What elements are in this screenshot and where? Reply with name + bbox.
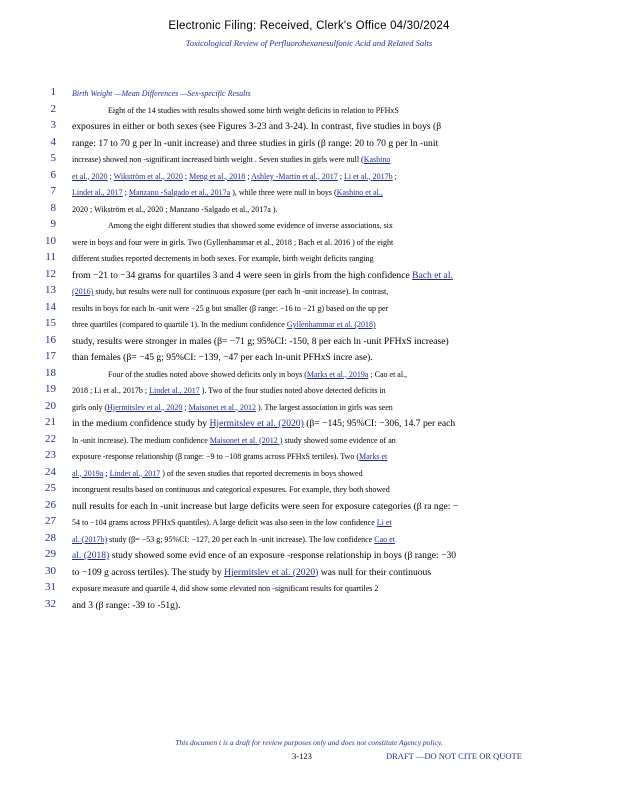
document-line	[0, 185, 618, 199]
text-run: study (β= −53 g; 95%CI: −127, 20 per each ln -unit increase). The low confidence	[107, 534, 375, 544]
line-text	[72, 417, 552, 431]
text-run: ;	[392, 171, 397, 181]
document-line	[0, 119, 618, 133]
line-text	[72, 203, 552, 217]
citation-link[interactable]: Hjermitslev et al. (2020)	[209, 418, 304, 429]
text-run: range: 17 to 70 g per ln -unit increase)	[72, 137, 222, 149]
text-run: Among the eight different studies that showed some evidence of inverse associations, six	[108, 221, 393, 230]
text-run: three quartiles (compared to quartile 1). In the medium confidence	[72, 320, 287, 329]
line-number: 3	[50, 119, 56, 131]
text-run: to −109 g across tertiles). The study by	[72, 566, 225, 578]
text-run: ln -unit increase). The medium confidence	[72, 435, 210, 445]
line-number: 11	[45, 251, 56, 263]
line-number: 10	[45, 234, 56, 247]
section-heading	[72, 87, 552, 101]
document-line	[0, 565, 618, 579]
text-run: than females (β= −45 g; 95%CI: −139, −47 per each	[72, 352, 276, 363]
citation-link[interactable]: al. (2018)	[72, 550, 110, 561]
line-number: 24	[45, 465, 56, 478]
line-text	[72, 516, 552, 530]
text-run: per	[375, 303, 389, 313]
document-line	[0, 202, 618, 216]
line-text	[72, 450, 552, 464]
line-number: 20	[45, 399, 56, 412]
line-text	[72, 599, 552, 613]
document-title-header: Toxicological Review of Perfluorohexanesulfonic Acid and Related Salts	[185, 38, 433, 48]
line-number: 25	[45, 482, 56, 494]
citation-link[interactable]: Hjermitslev et al. (2020)	[224, 566, 319, 578]
citation-link[interactable]: et al., 2020	[72, 171, 108, 181]
line-text	[72, 170, 552, 184]
text-run: null results for each ln -unit increase but large deficits were seen for exposure categories (β ra nge: −	[72, 500, 459, 512]
citation-link[interactable]: Lindet al., 2017	[109, 468, 161, 478]
text-run: In contrast, five studies in boys (β	[310, 121, 442, 132]
document-line	[0, 515, 618, 529]
text-run: ). Two of the four studies noted above detected deficits in	[199, 386, 386, 395]
line-number: 9	[50, 218, 56, 230]
line-number: 26	[45, 498, 56, 511]
text-run: 2018 ; Li et al., 2017b ;	[72, 386, 150, 395]
filing-header: Electronic Filing: Received, Clerk's Office 04/30/2024	[168, 20, 450, 32]
text-run: ;	[107, 171, 114, 181]
text-run: ;	[245, 171, 252, 181]
line-text	[108, 368, 552, 382]
footer-disclaimer: This documen t is a draft for review purposes only and does not constitute Agency policy.	[175, 738, 443, 747]
line-text	[72, 483, 552, 497]
line-text	[72, 335, 552, 349]
line-text	[108, 219, 552, 233]
line-text	[72, 351, 552, 365]
document-line	[0, 482, 618, 496]
line-text	[72, 500, 552, 514]
line-text	[72, 318, 552, 332]
line-number: 32	[45, 597, 56, 610]
text-run: was null for their continuous	[318, 566, 432, 578]
line-text	[72, 384, 552, 398]
document-line	[0, 235, 618, 249]
text-run: ;	[182, 171, 190, 181]
citation-link[interactable]: Lindet al., 2017	[72, 188, 123, 197]
text-run: ;	[103, 468, 110, 478]
document-line	[0, 334, 618, 348]
text-run: ). The largest association in girls was seen	[256, 402, 393, 412]
text-run: Eight of the 14 studies with results showed some birth weight deficits in relation to PFHxS	[108, 105, 399, 115]
document-line	[0, 103, 618, 117]
text-run: exposures in either or both sexes (see Figures 3-23 and 3-24).	[72, 121, 311, 132]
text-run: Birth Weight —Mean Differences —Sex-specific Results	[72, 89, 251, 98]
document-line	[0, 581, 618, 595]
document-line	[0, 532, 618, 546]
line-number: 27	[45, 515, 56, 527]
line-number: 12	[45, 267, 56, 280]
citation-link[interactable]: Manzano -Salgado et al., 2017a	[128, 188, 231, 197]
line-number: 30	[45, 564, 56, 577]
document-line	[0, 152, 618, 166]
text-run: 54 to −104 grams across PFHxS quantiles). A large deficit was also seen in the low confidence	[72, 518, 377, 527]
line-text	[72, 566, 552, 580]
citation-link[interactable]: Cao et	[374, 534, 395, 544]
document-line	[0, 548, 618, 562]
document-line	[0, 317, 618, 331]
line-text	[72, 549, 552, 563]
text-run: study showed some evid ence of an exposure -response relationship in boys (β range: −30	[109, 550, 457, 561]
citation-link[interactable]: Kashino et al.,	[336, 188, 383, 197]
text-run: were in boys and four were in girls. Two (Gyllenhammar et al., 2018 ; Bach et al. 2016 ) of the eight	[72, 237, 394, 247]
text-run: exposure measure and quartile 4, did show some elevated non -significant results for quartiles 2	[72, 584, 379, 593]
line-text	[72, 236, 552, 250]
document-line	[0, 400, 618, 414]
citation-link[interactable]: (2016)	[72, 287, 94, 296]
line-text	[72, 269, 552, 283]
document-line	[0, 433, 618, 447]
line-number: 4	[50, 135, 56, 148]
line-text	[72, 285, 552, 299]
line-number: 15	[45, 317, 56, 329]
line-number: 6	[50, 168, 56, 181]
line-number: 17	[45, 350, 56, 362]
text-run: ), while three were null in boys (	[230, 188, 337, 197]
line-number: 13	[45, 284, 56, 296]
document-line	[0, 301, 618, 315]
line-text	[108, 104, 552, 118]
text-run: −25 g but smaller (β range: −16 to −21 g) based on the up	[191, 303, 376, 313]
text-run: girls only (	[72, 402, 108, 412]
text-run: and three studies in girls (β range: 20 to 70 g per ln -unit	[221, 137, 439, 149]
text-run: (β= −145; 95%CI: −306, 14.7 per each	[303, 418, 456, 429]
line-number: 18	[45, 366, 56, 379]
citation-link[interactable]: Marks et al., 2019a	[306, 369, 369, 379]
citation-link[interactable]: Lindet al., 2017	[149, 386, 200, 395]
draft-label: DRAFT —DO NOT CITE OR QUOTE	[386, 751, 522, 761]
text-run: incongruent results based on continuous and categorical exposures. For example, they both showed	[72, 485, 390, 494]
text-run: ;	[182, 402, 189, 412]
line-number: 29	[45, 548, 56, 560]
citation-link[interactable]: Maisonet et al., 2012	[188, 402, 256, 412]
document-line	[0, 598, 618, 612]
text-run: ) of the seven studies that reported decrements in boys showed	[160, 468, 363, 478]
text-run: exposure -response relationship (β range: −9 to −108 grams across PFHxS tertiles). Two (	[72, 452, 359, 461]
citation-link[interactable]: Li et al., 2017b	[343, 171, 393, 181]
document-line	[0, 367, 618, 381]
citation-link[interactable]: Bach et al.	[412, 269, 453, 281]
line-text	[72, 467, 552, 481]
document-line	[0, 350, 618, 364]
document-line	[0, 268, 618, 282]
document-line	[0, 449, 618, 463]
line-number: 2	[50, 102, 56, 115]
document-line	[0, 416, 618, 430]
text-run: in the medium confidence study by	[72, 418, 210, 429]
line-text	[72, 252, 552, 266]
document-line	[0, 284, 618, 298]
line-text	[72, 401, 552, 415]
line-text	[72, 434, 552, 448]
citation-link[interactable]: Hjermitslev et al., 2020	[107, 402, 183, 412]
text-run: study showed some evidence of an	[282, 435, 396, 445]
citation-link[interactable]: Gyllenhammar et al. (2018)	[286, 320, 376, 329]
text-run: and 3 (β range: -39 to -51g).	[72, 599, 181, 611]
line-text	[72, 186, 552, 200]
text-run: grams for quartiles 3 and 4 were seen in girls from the high confidence	[137, 269, 413, 281]
line-number: 28	[45, 531, 56, 544]
citation-link[interactable]: Wikström et al., 2020	[113, 171, 183, 181]
line-text	[72, 302, 552, 316]
citation-link[interactable]: Meng et al., 2018	[189, 171, 246, 181]
line-number: 23	[45, 449, 56, 461]
text-run: results in boys for each ln -unit were	[72, 303, 192, 313]
line-number: 8	[50, 201, 56, 214]
line-number: 14	[45, 300, 56, 313]
document-line	[0, 86, 618, 100]
line-number: 31	[45, 581, 56, 593]
line-number: 7	[50, 185, 56, 197]
line-number: 19	[45, 383, 56, 395]
line-number: 5	[50, 152, 56, 164]
line-text	[72, 153, 552, 167]
document-line	[0, 466, 618, 480]
text-run: increase) showed non -significant increased birth weight . Seven studies in girls were null (	[72, 155, 364, 164]
line-number: 21	[45, 416, 56, 428]
text-run: ;	[337, 171, 344, 181]
document-line	[0, 136, 618, 150]
line-number: 1	[50, 86, 56, 98]
document-line	[0, 383, 618, 397]
line-text	[72, 533, 552, 547]
line-text	[72, 582, 552, 596]
text-run: ln-unit PFHxS incre ase).	[275, 352, 373, 363]
line-number: 22	[45, 432, 56, 445]
line-text	[72, 137, 552, 151]
text-run: different studies reported decrements in both sexes. For example, birth weight deficits ranging	[72, 254, 374, 263]
citation-link[interactable]: Ashley -Martin et al., 2017	[251, 171, 338, 181]
citation-link[interactable]: al., 2019a	[72, 468, 104, 478]
document-line	[0, 218, 618, 232]
text-run: -150, 8 per each ln -unit PFHxS increase)	[286, 335, 449, 347]
text-run: study, results were stronger in males (β= −71 g; 95%CI:	[72, 335, 287, 347]
document-line	[0, 169, 618, 183]
citation-link[interactable]: al. (2017b)	[72, 534, 108, 544]
page-number: 3-123	[292, 751, 312, 761]
document-line	[0, 499, 618, 513]
text-run: ; Cao et al.,	[368, 369, 408, 379]
citation-link[interactable]: Kashino	[363, 155, 391, 164]
document-line	[0, 251, 618, 265]
text-run: study, but results were null for continuous exposure (per each ln -unit increase). In contrast,	[93, 287, 389, 296]
citation-link[interactable]: Marks et	[359, 452, 388, 461]
text-run: 2020 ; Wikström et al., 2020 ; Manzano -Salgado et al., 2017a ).	[72, 204, 278, 214]
text-run: ;	[122, 188, 129, 197]
line-text	[72, 120, 552, 134]
citation-link[interactable]: Maisonet et al. (2012 )	[209, 435, 283, 445]
text-run: Four of the studies noted above showed deficits only in boys (	[108, 369, 307, 379]
text-run: from −21 to −34	[72, 269, 138, 281]
citation-link[interactable]: Li et	[376, 518, 392, 527]
line-number: 16	[45, 333, 56, 346]
